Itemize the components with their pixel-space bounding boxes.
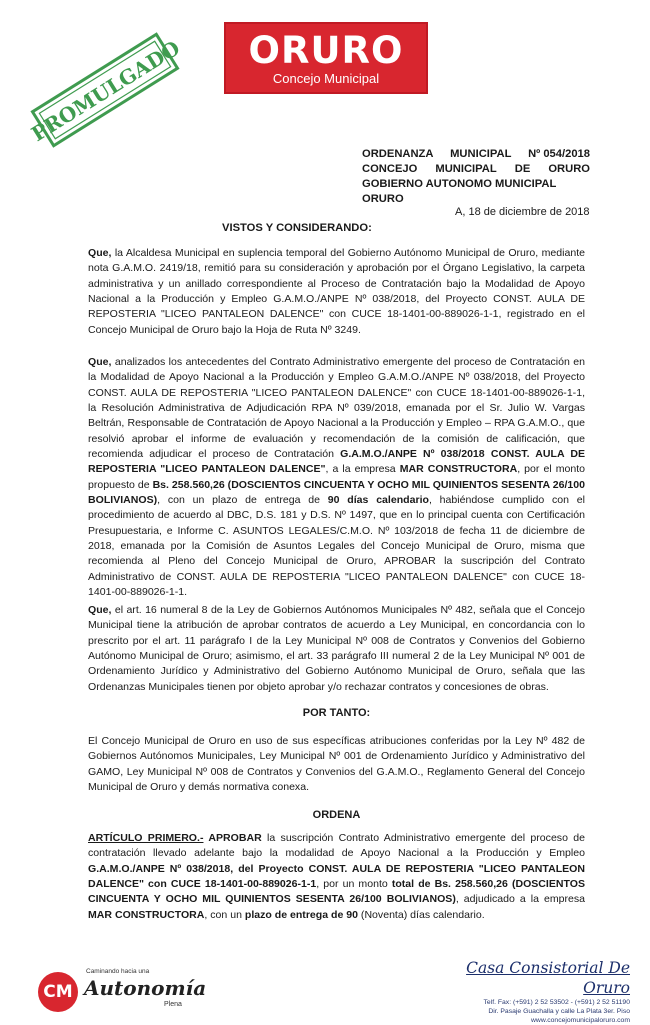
bold-text: APROBAR [203,832,262,844]
header-line-2 [362,162,590,177]
paragraph-text: , con un plazo de entrega de [157,494,328,507]
logo-subtitle: Concejo Municipal [272,71,380,86]
header-word: MUNICIPAL [450,148,512,160]
footer-website: www.concejomunicipaloruro.com [531,1017,630,1024]
paragraph-2 [88,355,585,601]
autonomia-logo [38,966,208,1014]
que-label: Que, [88,604,112,616]
paragraph-text: la Alcaldesa Municipal en suplencia temporal del Gobierno Autónomo Municipal de Oruro, mediante nota G.A.M.O. 2419/18, remitió para su consideración y aprobación por el Órgano Legislativo, la carpeta administrativa y un anillado correspondiente al Proceso de Contratación bajo la Modalidad de Apoyo Nacional a la Producción y Empleo G.A.M.O./ANPE Nº 038/2018, del Proyecto CONST. AULA DE REPOSTERIA "LICEO PANTALEON DALENCE" con CUCE 18-1401-00-889026-1-1, registrado en el Concejo Municipal de Oruro bajo la Hoja de Ruta Nº 3249. [88,247,585,336]
ordinance-number: Nº 054/2018 [528,148,590,160]
footer-address: Dir. Pasaje Guachalla y calle La Plata 3er. Piso [488,1008,630,1015]
paragraph-text: , por el monto propuesto de [88,463,586,491]
cm-logo-icon: CM [38,972,78,1012]
paragraph-text: , con un [204,908,245,921]
header-word: ORURO [548,163,590,175]
bold-text: total de Bs. 258.560,26 (DOSCIENTOS CINCUENTA Y OCHO MIL QUINIENTOS SESENTA 26/100 BOLIVIANOS) [88,878,585,906]
bold-text: Bs. 258.560,26 (DOSCIENTOS CINCUENTA Y OCHO MIL QUINIENTOS SESENTA 26/100 BOLIVIANOS) [88,478,585,507]
logo-autonomia: Autonomía [84,976,207,1000]
header-line-3: GOBIERNO AUTONOMO MUNICIPAL ORURO [362,178,557,205]
logo-tagline: Caminando hacia una [86,968,150,975]
stamp-text: PROMULGADO [27,35,185,147]
document-date: A, 18 de diciembre de 2018 [455,206,590,218]
que-label: Que, [88,247,112,259]
article-primero [88,831,585,923]
bold-text: MAR CONSTRUCTORA [88,908,205,921]
header-word: CONCEJO [362,163,418,175]
bold-text: 90 días calendario [327,494,429,507]
header-word: DE [514,163,531,175]
article-label: ARTÍCULO PRIMERO.- [88,832,204,844]
paragraph-3 [88,603,585,695]
header-word: MUNICIPAL [435,163,497,175]
promulgado-stamp [20,30,190,150]
bold-text: G.A.M.O./ANPE Nº 038/2018 CONST. AULA DE REPOSTERIA "LICEO PANTALEON DALENCE" [88,448,585,476]
por-tanto-heading: POR TANTO: [302,707,371,719]
concejo-logo [224,22,428,94]
paragraph-1 [88,246,585,338]
paragraph-text: la suscripción Contrato Administrativo emergente del proceso de contratación llevado adelante bajo la modalidad de Apoyo Nacional a la Producción y Empleo [88,832,585,860]
logo-plena: Plena [164,1001,182,1008]
paragraph-text: (Noventa) días calendario. [358,908,485,921]
paragraph-text: el art. 16 numeral 8 de la Ley de Gobiernos Autónomos Municipales Nº 482, señala que el Concejo Municipal tiene la atribución de aprobar contratos de acuerdo a Ley Municipal, en concordancia con lo prescrito por el art. 11 parágrafo I de la Ley Municipal Nº 008 de Contratos y Convenios del Gobierno Autónomo Municipal de Oruro; asimismo, el art. 33 parágrafo III numeral 2 de la Ley Municipal Nº 001 de Ordenamiento Jurídico y Administrativo del Gobierno Autónomo Municipal de Oruro, señala que las Ordenanzas Municipales tienen por objeto aprobar y/o rechazar contratos y concesiones de obras. [88,604,585,693]
paragraph-text: , habiéndose cumplido con el procedimiento de acuerdo al DBC, D.S. 181 y D.S. Nº 1497, que en lo principal cuenta con Certificación Presupuestaria, e Informe C. ASUNTOS LEGALES/C.M.O. Nº 103/2018 de fecha 11 de diciembre de 2018, emanada por la Comisión de Asuntos Legales del Concejo Municipal de Oruro, misma que recomienda al Pleno del Concejo Municipal de Oruro, APROBAR la suscripción del Contrato Administrativo de CONST. AULA DE REPOSTERIA "LICEO PANTALEON DALENCE" con CUCE 18-1401-00-889026-1-1. [88,494,585,599]
paragraph-text: , a la empresa [325,463,400,476]
ordinance-header [362,147,590,207]
vistos-heading: VISTOS Y CONSIDERANDO: [222,222,372,234]
header-word: ORDENANZA [362,148,434,160]
header-line-1 [362,147,590,162]
paragraph-4: El Concejo Municipal de Oruro en uso de sus específicas atribuciones conferidas por la Ley Nº 482 de Gobiernos Autónomos Municipales, Ley Municipal Nº 001 de Ordenamiento Jurídico y Administrativo del GAMO, Ley Municipal Nº 008 de Contratos y Convenios del G.A.M.O., Reglamento General del Concejo Municipal de Oruro y demás normativa conexa. [88,735,585,794]
casa-consistorial-title: Casa Consistorial De Oruro [466,959,630,997]
bold-text: plazo de entrega de 90 [244,908,358,921]
paragraph-text: , por un monto [316,878,392,891]
footer-contact [420,958,630,1025]
que-label: Que, [88,356,112,368]
stamp-graphic [20,30,190,150]
paragraph-text: analizados los antecedentes del Contrato Administrativo emergente del proceso de Contratación en la Modalidad de Apoyo Nacional a la Producción y Empleo G.A.M.O./ANPE Nº 038/2018, del Proyecto CONST. AULA DE REPOSTERIA "LICEO PANTALEON DALENCE" con CUCE 18-1401-00-889026-1-1, la Resolución Administrativa de Adjudicación RPA Nº 039/2018, emanada por el Sr. Julio W. Vargas Beltrán, Responsable de Contratación de Apoyo Nacional a la Producción y Empleo – RPA G.A.M.O., que resolvió aprobar el informe de evaluación y recomendación de la comisión de calificación, que recomienda adjudicar el proceso de Contratación [88,356,585,461]
bold-text: G.A.M.O./ANPE Nº 038/2018, del Proyecto CONST. AULA DE REPOSTERIA "LICEO PANTALEON DALENCE" con CUCE 18-1401-00-889026-1-1 [88,862,585,891]
bold-text: MAR CONSTRUCTORA [399,463,518,476]
ordena-heading: ORDENA [312,809,361,821]
paragraph-text: , adjudicado a la empresa [455,893,585,906]
logo-brand: ORURO [248,29,404,72]
footer-phone: Telf. Fax: (+591) 2 52 53502 - (+591) 2 52 51190 [483,999,630,1006]
